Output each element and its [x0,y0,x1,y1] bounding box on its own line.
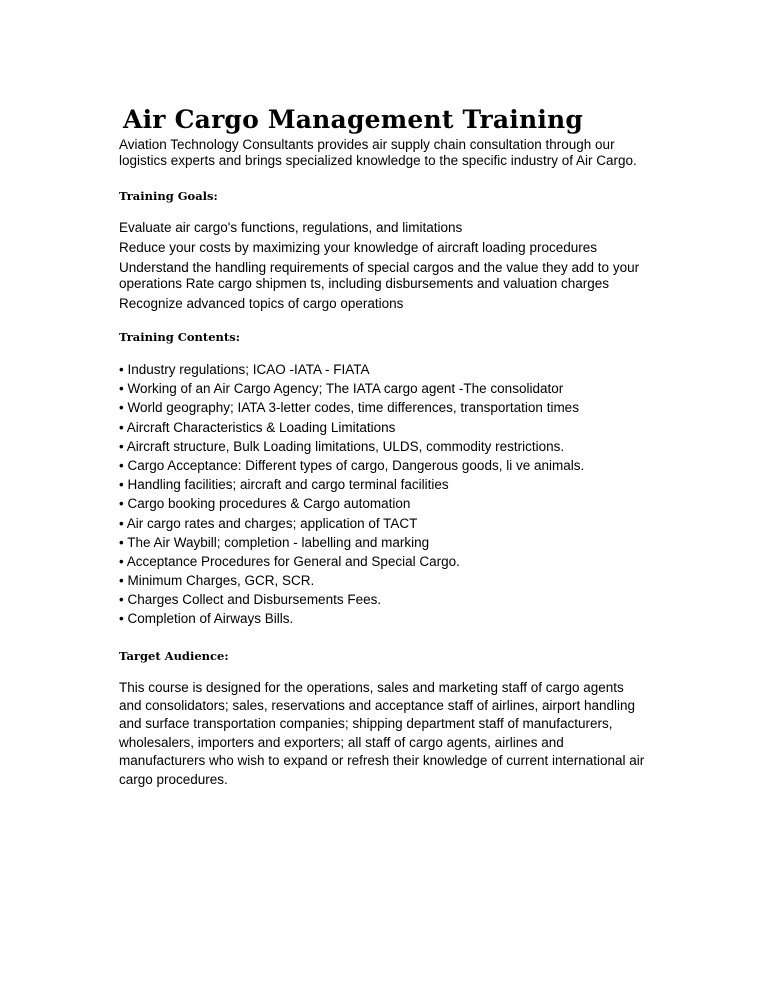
content-item: • Cargo Acceptance: Different types of cargo, Dangerous goods, li ve animals. [119,457,585,473]
goal-item: Recognize advanced topics of cargo operations [119,296,404,311]
content-item: • Industry regulations; ICAO -IATA - FIATA [119,362,370,377]
content-item: • Working of an Air Cargo Agency; The IATA cargo agent -The consolidator [119,381,564,397]
goal-item: Reduce your costs by maximizing your knowledge of aircraft loading procedures [119,240,597,255]
training-goals-list [119,220,649,312]
content-item: • Charges Collect and Disbursements Fees. [119,592,382,608]
content-item: • Air cargo rates and charges; application of TACT [119,515,418,531]
content-item: • Completion of Airways Bills. [119,611,294,627]
content-item: • Aircraft Characteristics & Loading Limitations [119,419,396,435]
content-item: • The Air Waybill; completion - labelling and marking [119,534,430,550]
goal-item: Evaluate air cargo's functions, regulations, and limitations [119,220,463,235]
goal-item: Understand the handling requirements of special cargos and the value they add to your operations Rate cargo shipmen ts, including disbursements and valuation charges [119,260,640,291]
document-title: Air Cargo Management Training [123,105,584,134]
content-item: • Acceptance Procedures for General and Special Cargo. [119,553,460,569]
training-goals-heading: Training Goals: [119,189,218,203]
content-item: • Handling facilities; aircraft and cargo terminal facilities [119,477,449,493]
training-contents-list [119,362,649,631]
intro-paragraph: Aviation Technology Consultants provides air supply chain consultation through our logistics experts and brings specialized knowledge to the specific industry of Air Cargo. [119,137,637,168]
content-item: • World geography; IATA 3-letter codes, time differences, transportation times [119,400,579,416]
document-page [119,103,649,789]
content-item: • Cargo booking procedures & Cargo automation [119,496,411,512]
target-audience-paragraph: This course is designed for the operations, sales and marketing staff of cargo agents and consolidators; sales, reservations and acceptance staff of airlines, airport handling and surface transportation companies; shipping department staff of manufacturers, wholesalers, importers and exporters; all staff of cargo agents, airlines and manufacturers who wish to expand or refresh their knowledge of current international air cargo procedures. [119,679,645,787]
content-item: • Minimum Charges, GCR, SCR. [119,573,315,589]
training-contents-heading: Training Contents: [119,330,240,344]
content-item: • Aircraft structure, Bulk Loading limitations, ULDS, commodity restrictions. [119,438,565,454]
target-audience-heading: Target Audience: [119,648,229,663]
